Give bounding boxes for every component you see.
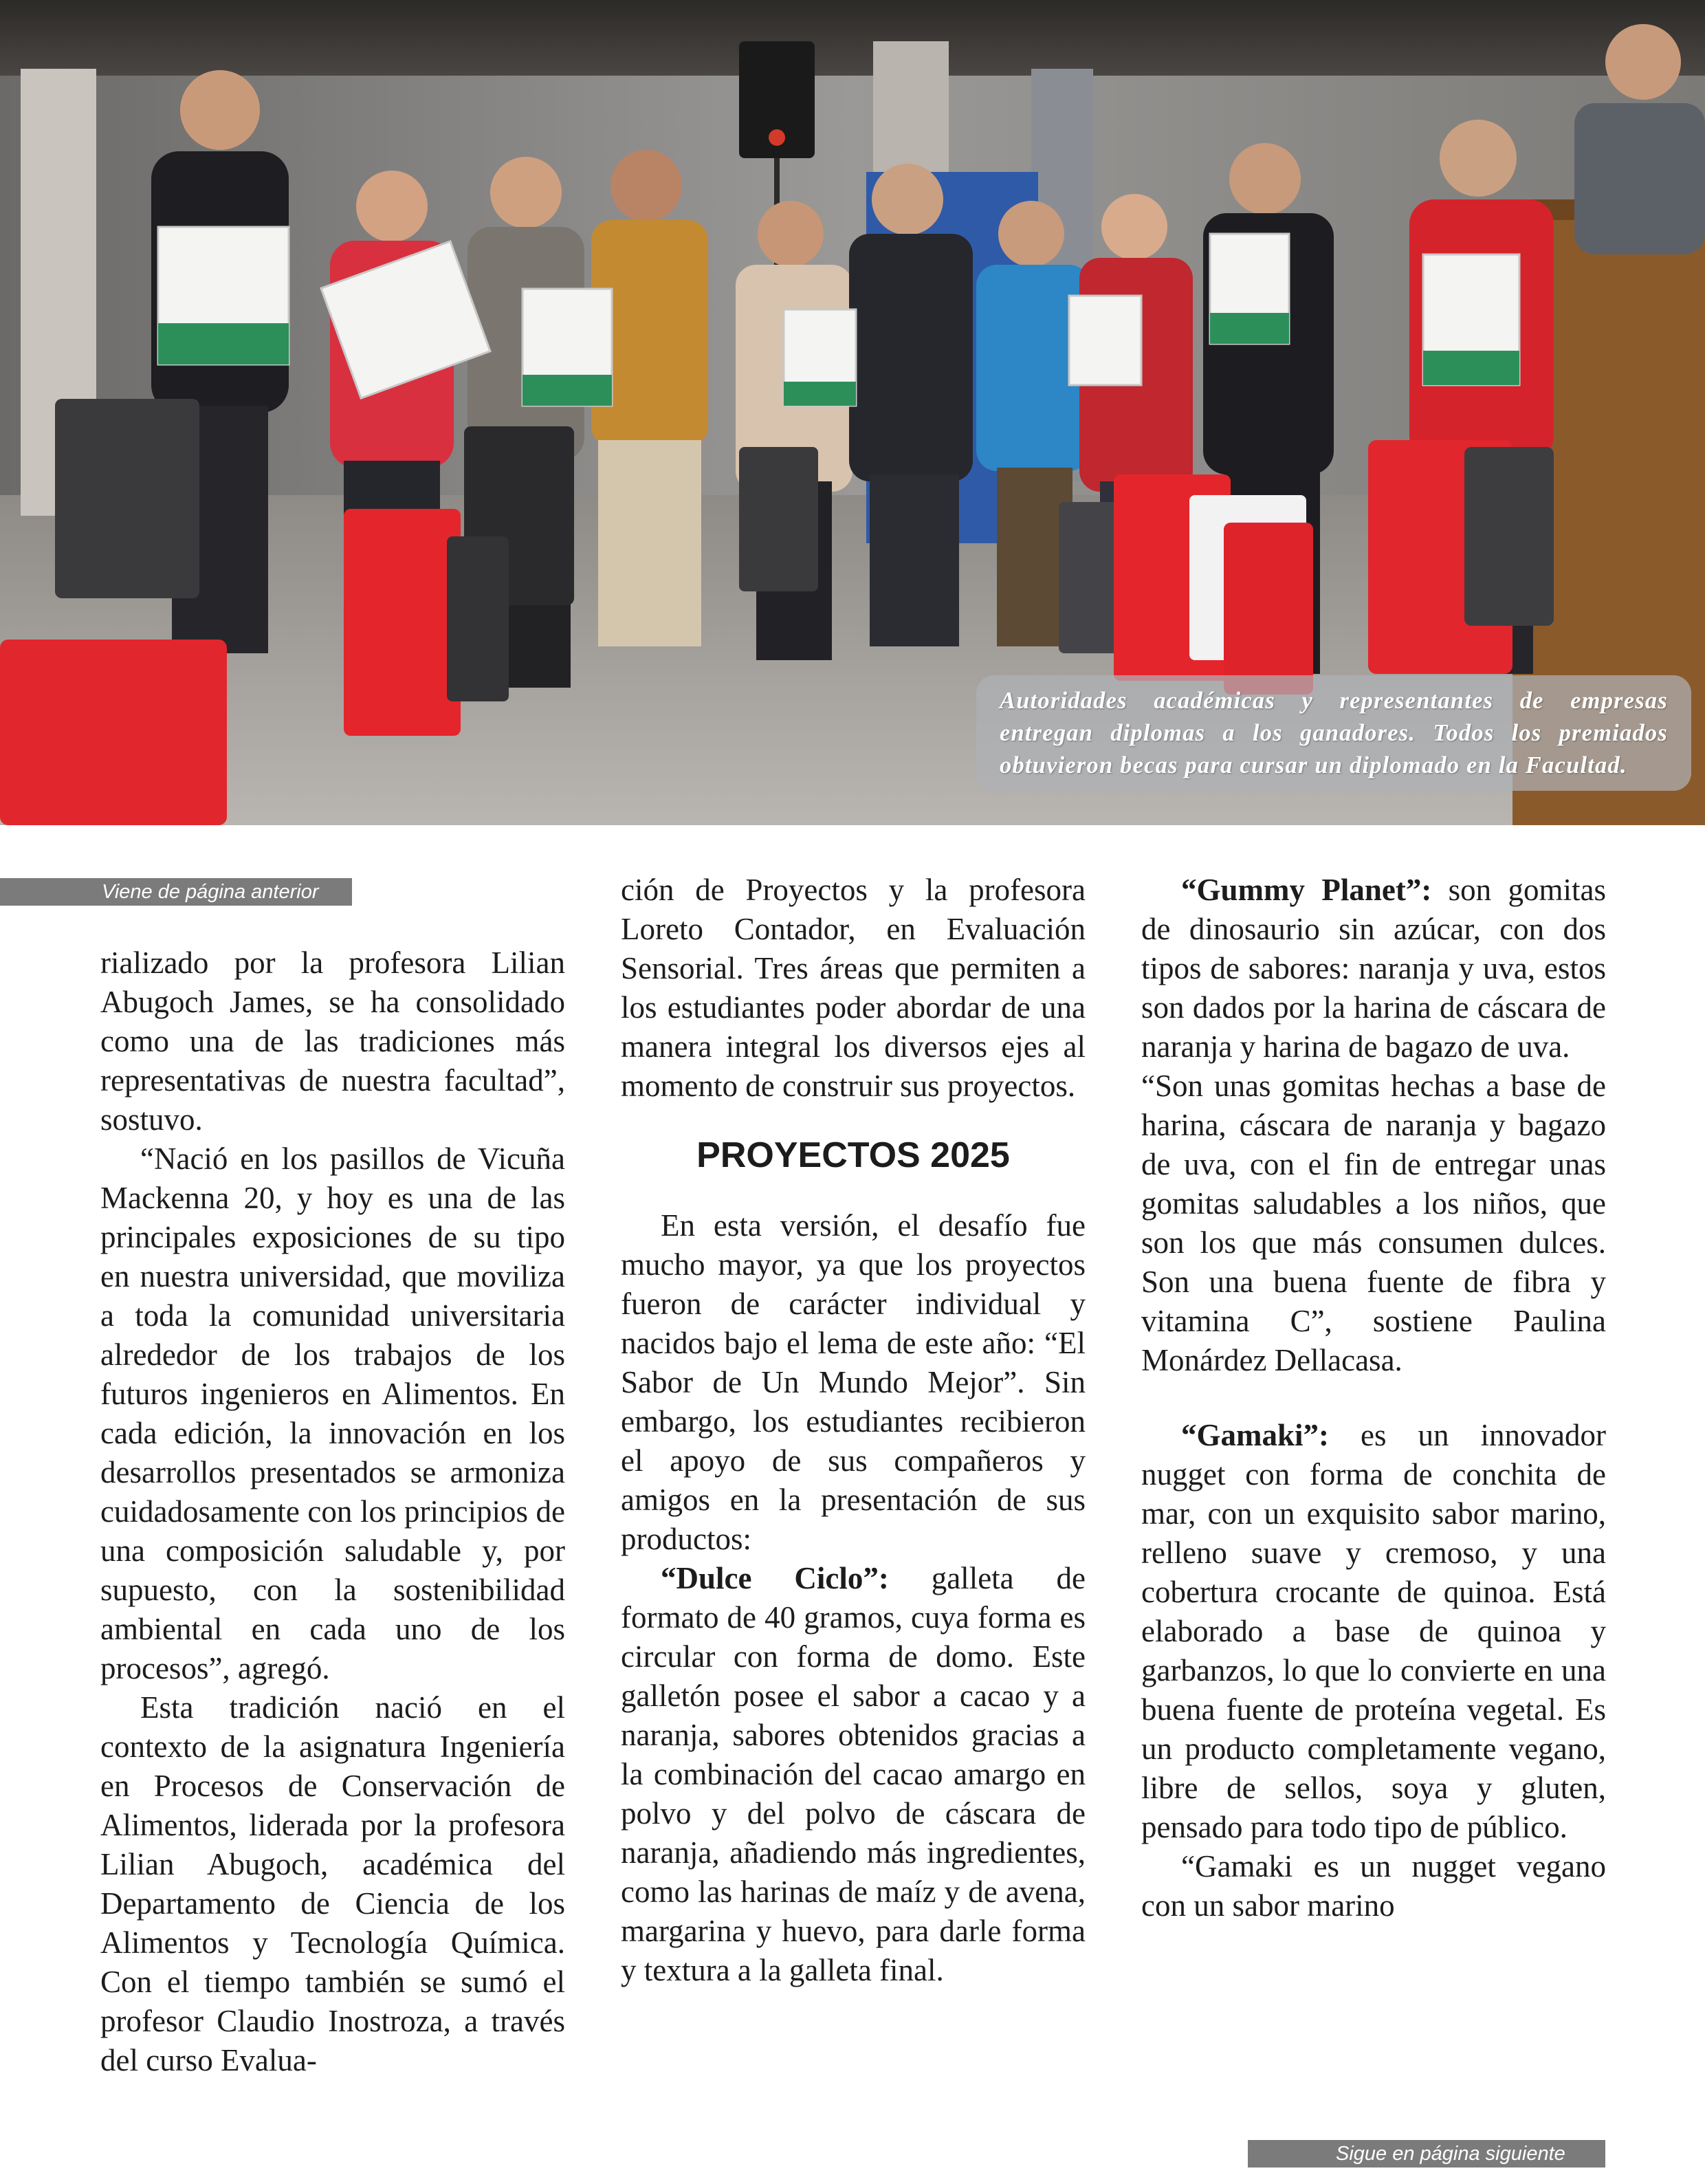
paragraph: En esta versión, el desafío fue mucho mayor, ya que los proyectos fueron de carácter individual y nacidos bajo el lema de este año: “El Sabor de Un Mundo Mejor”. Sin embargo, los estudiantes recibieron el apoyo de sus compañeros y amigos en la presentación de sus productos: <box>621 1208 1086 1556</box>
paragraph-gap <box>1141 1380 1606 1416</box>
group-photo <box>0 0 1705 825</box>
paragraph: ción de Proyectos y la profesora Loreto Contador, en Evaluación Sensorial. Tres áreas que permiten a los estudiantes poder abordar de una manera integral los diversos ejes al momento de construir sus proyectos. <box>621 873 1086 1103</box>
quote-paragraph: “Son unas gomitas hechas a base de harina, cáscara de naranja y bagazo de uva, con el fin de entregar unas gomitas saludables a los niños, que son los que más consumen dulces. Son una buena fuente de fibra y vitamina C”, sostiene Paulina Monárdez Dellacasa. <box>1141 1069 1606 1377</box>
product-name: “Gamaki”: <box>1181 1418 1330 1452</box>
paragraph: “Nació en los pasillos de Vicuña Mackenna 20, y hoy es una de las principales exposiciones de su tipo en nuestra universidad, que moviliza a toda la comunidad universitaria alrededor de los trabajos de los futuros ingenieros en Alimentos. En cada edición, la innovación en los desarrollos presentados se armoniza cuidadosamente con los principios de una composición saludable y, por supuesto, con la sostenibilidad ambiental en cada uno de los procesos”, agregó. <box>100 1142 565 1685</box>
product-description: son gomitas de dinosaurio sin azúcar, con dos tipos de sabores: naranja y uva, estos son dados por la harina de cáscara de naranja y harina de bagazo de uva. <box>1141 873 1606 1064</box>
product-paragraph <box>621 1559 1086 1990</box>
continued-from-previous-tag: Viene de página anterior <box>0 878 352 906</box>
product-name: “Gummy Planet”: <box>1181 873 1432 907</box>
product-name: “Dulce Ciclo”: <box>661 1561 889 1595</box>
product-paragraph <box>1141 1416 1606 1847</box>
article-column-1 <box>100 943 565 2080</box>
product-description: galleta de formato de 40 gramos, cuya forma es circular con forma de domo. Este galletón posee el sabor a cacao y a naranja, sabores obtenidos gracias a la combinación del cacao amargo en polvo y del polvo de cáscara de naranja, añadiendo más ingredientes, como las harinas de maíz y de avena, margarina y huevo, para darle forma y textura a la galleta final. <box>621 1561 1086 1987</box>
product-description: es un innovador nugget con forma de conchita de mar, con un exquisito sabor marino, relleno suave y cremoso, y una cobertura crocante de quinoa. Está elaborado a base de quinoa y garbanzos, lo que lo convierte en una buena fuente de proteína vegetal. Es un producto completamente vegano, libre de sellos, soya y gluten, pensado para todo tipo de público. <box>1141 1418 1606 1844</box>
article-column-3 <box>1141 871 1606 1925</box>
paragraph: Esta tradición nació en el contexto de la asignatura Ingeniería en Procesos de Conservación de Alimentos, liderada por la profesora Lilian Abugoch, académica del Departamento de Ciencia de los Alimentos y Tecnología Química. Con el tiempo también se sumó el profesor Claudio Inostroza, a través del curso Evalua- <box>100 1690 565 2077</box>
section-heading: PROYECTOS 2025 <box>696 1135 1010 1175</box>
paragraph: rializado por la profesora Lilian Abugoch James, se ha consolidado como una de las tradiciones más representativas de nuestra facultad”, sostuvo. <box>100 946 565 1137</box>
photo-caption: Autoridades académicas y representantes de empresas entregan diplomas a los ganadores. Todos los premiados obtuvieron becas para cursar un diplomado en la Facultad. <box>976 675 1691 791</box>
continued-on-next-tag: Sigue en página siguiente <box>1248 2140 1605 2167</box>
product-paragraph <box>1141 871 1606 1067</box>
article-column-2 <box>621 871 1086 1990</box>
quote-paragraph: “Gamaki es un nugget vegano con un sabor marino <box>1141 1849 1606 1923</box>
